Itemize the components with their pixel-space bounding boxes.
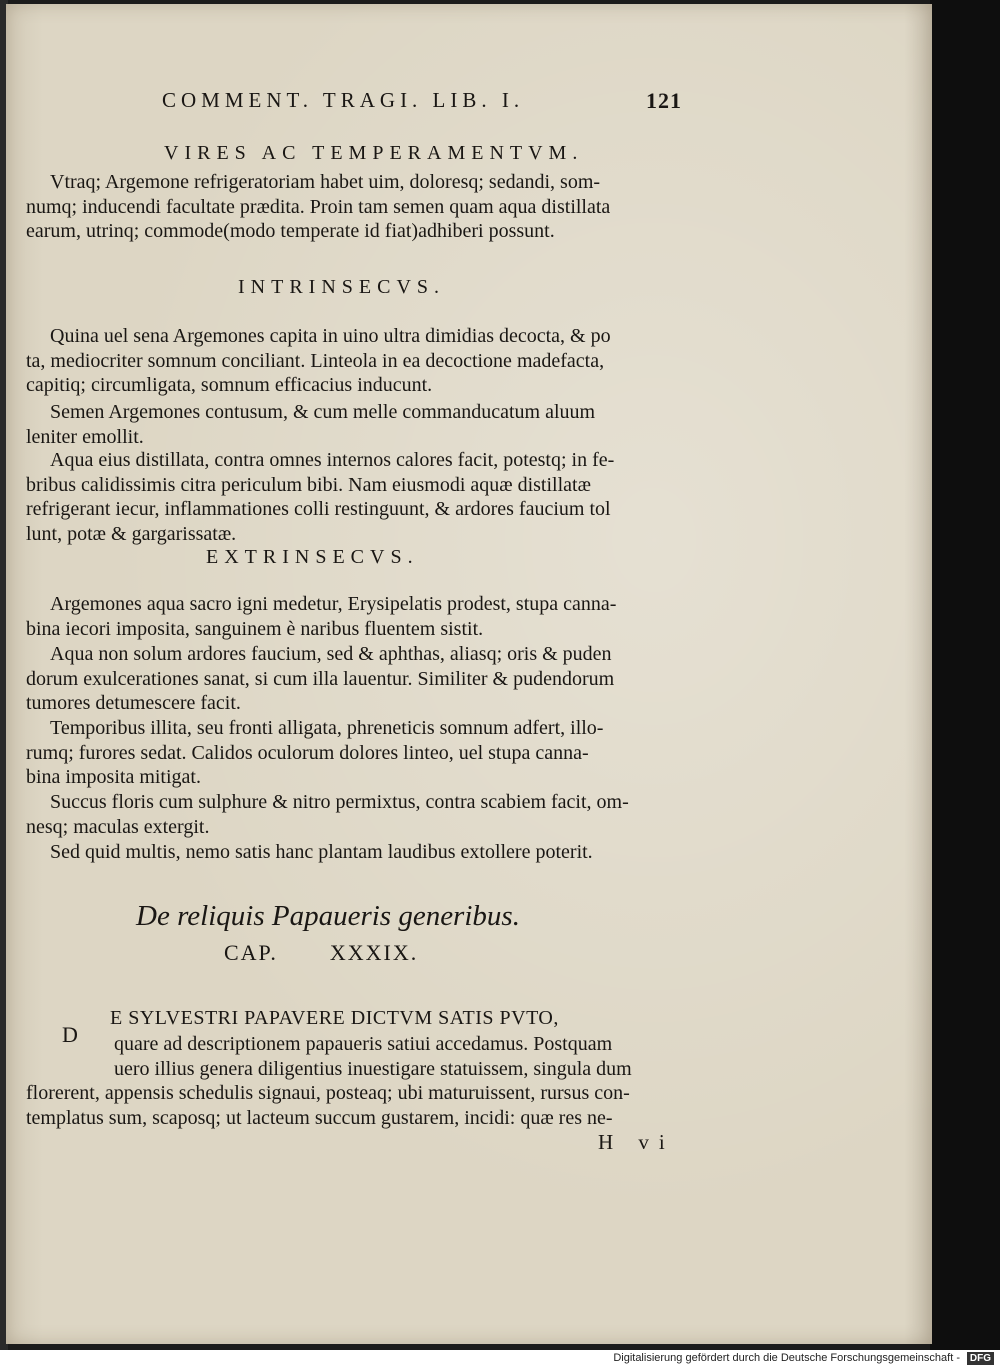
text-line: Quina uel sena Argemones capita in uino ultra dimidias decocta, & po [50, 325, 611, 347]
book-page [6, 4, 932, 1344]
text-line: florerent, appensis schedulis signaui, posteaq; ubi maturuissent, rursus con- [26, 1082, 630, 1104]
text-line: ta, mediocriter somnum conciliant. Linteola in ea decoctione madefacta, [26, 349, 605, 372]
text-line: Sed quid multis, nemo satis hanc plantam laudibus extollere poterit. [50, 841, 593, 863]
folio-number: 121 [646, 88, 682, 113]
text-line: Vtraq; Argemone refrigeratoriam habet uim, doloresq; sedandi, som- [50, 171, 601, 193]
paragraph-extrinsecus-2 [26, 642, 706, 716]
paragraph-intrinsecus-3 [26, 448, 706, 546]
running-head: COMMENT. TRAGI. LIB. I. [162, 88, 525, 112]
paragraph-extrinsecus-1 [26, 592, 706, 641]
chapter-first-line [110, 1006, 700, 1031]
text-line: nesq; maculas extergit. [26, 815, 210, 838]
chapter-label: CAP. [224, 940, 278, 965]
chapter-number [224, 940, 418, 966]
text-line: Aqua non solum ardores faucium, sed & aphthas, aliasq; oris & puden [50, 643, 612, 665]
paragraph-vires [26, 170, 706, 244]
text-line: rumq; furores sedat. Calidos oculorum dolores linteo, uel stupa canna- [26, 741, 589, 764]
text-line: templatus sum, scaposq; ut lacteum succum gustarem, incidi: quæ res ne- [26, 1106, 613, 1129]
text-line: dorum exulcerationes sanat, si cum illa lauentur. Similiter & pudendorum [26, 667, 615, 690]
signature-mark: H vi [598, 1130, 675, 1154]
text-line: uero illius genera diligentius inuestigare statuissem, singula dum [114, 1057, 632, 1080]
scan-backdrop [930, 0, 1000, 1350]
text-line: Aqua eius distillata, contra omnes internos calores facit, potestq; in fe- [50, 449, 615, 471]
text-line: E SYLVESTRI PAPAVERE DICTVM SATIS PVTO, [110, 1007, 559, 1029]
text-line: bina imposita mitigat. [26, 766, 201, 788]
initial-letter: D [62, 1022, 78, 1047]
text-line: Semen Argemones contusum, & cum melle commanducatum aluum [50, 401, 596, 423]
text-line: lunt, potæ & gargarissatæ. [26, 522, 237, 545]
section-heading-extrinsecus: EXTRINSECVS. [206, 546, 419, 568]
text-line: bina iecori imposita, sanguinem è naribus fluentem sistit. [26, 617, 484, 640]
paragraph-extrinsecus-3 [26, 716, 706, 790]
paragraph-extrinsecus-4 [26, 790, 706, 839]
funding-credit: Digitalisierung gefördert durch die Deutsche Forschungsgemeinschaft - [613, 1352, 960, 1364]
text-line: Temporibus illita, seu fronti alligata, phreneticis somnum adfert, illo- [50, 717, 604, 739]
text-line: Argemones aqua sacro igni medetur, Erysipelatis prodest, stupa canna- [50, 593, 617, 615]
text-line: quare ad descriptionem papaueris satiui accedamus. Postquam [114, 1033, 613, 1055]
chapter-roman-numeral: XXXIX. [329, 940, 419, 965]
text-line: refrigerant iecur, inflammationes colli restinguunt, & ardores faucium tol [26, 498, 611, 520]
digitization-footer [0, 1350, 1000, 1368]
text-line: numq; inducendi facultate prædita. Proin tam semen quam aqua distillata [26, 195, 611, 218]
text-line: bribus calidissimis citra periculum bibi. Nam eiusmodi aquæ distillatæ [26, 473, 591, 496]
text-line: capitiq; circumligata, somnum efficacius inducunt. [26, 374, 433, 396]
paragraph-intrinsecus-1 [26, 324, 706, 398]
text-line: tumores detumescere facit. [26, 692, 241, 714]
section-heading-intrinsecus: INTRINSECVS. [238, 276, 446, 298]
paragraph-intrinsecus-2 [26, 400, 706, 449]
chapter-title: De reliquis Papaueris generibus. [136, 900, 520, 932]
text-line: earum, utrinq; commode(modo temperate id fiat)adhiberi possunt. [26, 220, 555, 242]
chapter-indented-line [114, 1032, 704, 1081]
dfg-logo: DFG [967, 1352, 994, 1365]
chapter-paragraph [26, 1081, 706, 1130]
paragraph-extrinsecus-5 [26, 840, 706, 865]
text-line: leniter emollit. [26, 425, 144, 448]
text-line: Succus floris cum sulphure & nitro permixtus, contra scabiem facit, om- [50, 791, 629, 813]
section-heading-vires: VIRES AC TEMPERAMENTVM. [164, 142, 584, 164]
